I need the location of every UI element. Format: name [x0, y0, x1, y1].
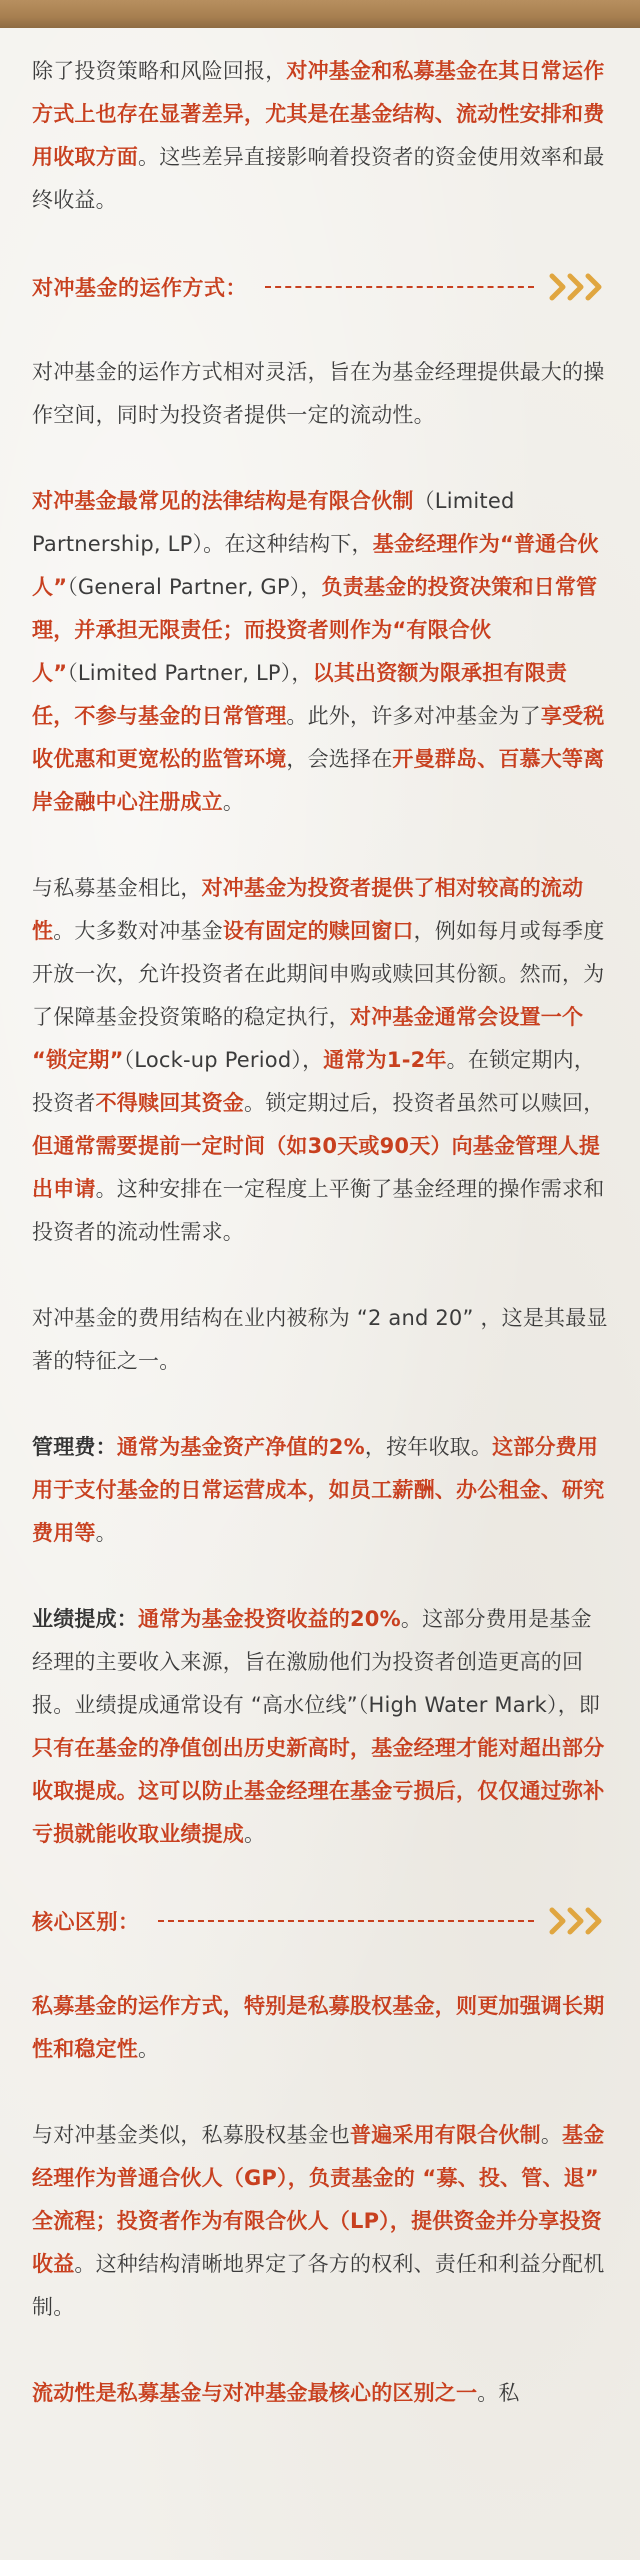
paragraph-pe-overview	[32, 1985, 608, 2071]
body-text: 。这种结构清晰地界定了各方的权利、责任和利益分配机制。	[32, 2252, 605, 2319]
highlight-text: 但通常需要提前一定时间（如30天或90天）向基金管理人提出申请	[32, 1134, 601, 1201]
dashed-divider	[265, 286, 534, 288]
highlight-text: 对冲基金最常见的法律结构是有限合伙制	[32, 489, 414, 513]
triple-chevron-right-icon	[548, 1906, 608, 1936]
highlight-text: 不得赎回其资金	[95, 1091, 245, 1115]
highlight-text: 以其出资额为限承担有限责任，不参与基金的日常管理	[32, 661, 568, 728]
highlight-text: 普遍采用有限合伙制	[350, 2123, 541, 2147]
body-text: 与对冲基金类似，私募股权基金也	[32, 2123, 350, 2147]
body-text: 对冲基金的运作方式相对灵活，旨在为基金经理提供最大的操作空间，同时为投资者提供一定的流动性。	[32, 360, 605, 427]
paragraph-liquidity-difference	[32, 2372, 608, 2415]
body-text: 与私募基金相比，	[32, 876, 202, 900]
section-title: 核心区别：	[32, 1909, 140, 1934]
body-text: 。在锁定期内，投资者	[32, 1048, 596, 1115]
body-text: 。	[244, 1822, 266, 1846]
bold-label: 业绩提成：	[32, 1607, 138, 1631]
body-text: （Lock-up Period），	[123, 1048, 324, 1072]
body-text: ，例如每月或每季度开放一次，允许投资者在此期间申购或赎回其份额。然而，为了保障基金投资策略的稳定执行，	[32, 919, 605, 1029]
header-band	[0, 0, 640, 28]
highlight-text: 基金经理作为“普通合伙人”	[32, 532, 599, 599]
highlight-text: 享受税收优惠和更宽松的监管环境	[32, 704, 605, 771]
body-text: （Limited Partnership, LP）。在这种结构下，	[32, 489, 515, 556]
highlight-text: 通常为基金资产净值的2%	[116, 1435, 365, 1459]
highlight-text: 对冲基金和私募基金在其日常运作方式上也存在显著差异，尤其是在基金结构、流动性安排和费用收取方面	[32, 59, 605, 169]
paragraph-fee-structure	[32, 1297, 608, 1383]
body-text: 。这些差异直接影响着投资者的资金使用效率和最终收益。	[32, 145, 605, 212]
highlight-text: 只有在基金的净值创出历史新高时，基金经理才能对超出部分收取提成。这可以防止基金经理在基金亏损后，仅仅通过弥补亏损就能收取业绩提成	[32, 1736, 605, 1846]
highlight-text: 对冲基金通常会设置一个 “锁定期”	[32, 1005, 584, 1072]
highlight-text: 私募基金的运作方式，特别是私募股权基金，则更加强调长期性和稳定性	[32, 1994, 605, 2061]
body-text: （General Partner, GP），	[67, 575, 322, 599]
bold-label: 管理费：	[32, 1435, 117, 1459]
highlight-text: 对冲基金为投资者提供了相对较高的流动性	[32, 876, 584, 943]
paragraph-hedge-liquidity	[32, 867, 608, 1254]
body-text: 。	[138, 2037, 160, 2061]
body-text: （Limited Partner, LP），	[67, 661, 313, 685]
body-text: 。	[222, 790, 245, 814]
highlight-text: 流动性是私募基金与对冲基金最核心的区别之一	[32, 2381, 478, 2405]
highlight-text: 这部分费用用于支付基金的日常运营成本，如员工薪酬、办公租金、研究费用等	[32, 1435, 605, 1545]
body-text: 对冲基金的费用结构在业内被称为 “2 and 20” ，这是其最显著的特征之一。	[32, 1306, 608, 1373]
body-text: 。锁定期过后，投资者虽然可以赎回，	[244, 1091, 605, 1115]
body-text: ，会选择在	[286, 747, 393, 771]
paragraph-hedge-structure	[32, 480, 608, 824]
body-text: 。这部分费用是基金经理的主要收入来源，旨在激励他们为投资者创造更高的回报。业绩提成通常设有 “高水位线”（High Water Mark），即	[32, 1607, 601, 1717]
body-text: ，按年收取。	[364, 1435, 493, 1459]
highlight-text: 通常为1-2年	[323, 1048, 447, 1072]
body-text: 。这种安排在一定程度上平衡了基金经理的操作需求和投资者的流动性需求。	[32, 1177, 605, 1244]
section-title: 对冲基金的运作方式：	[32, 275, 247, 300]
paragraph-hedge-overview	[32, 351, 608, 437]
body-text: 。大多数对冲基金	[53, 919, 223, 943]
paragraph-pe-structure	[32, 2114, 608, 2329]
section-heading-core-difference	[32, 1899, 608, 1942]
body-text: 除了投资策略和风险回报，	[32, 59, 287, 83]
body-text: 。	[95, 1521, 117, 1545]
paragraph-performance-fee	[32, 1598, 608, 1856]
highlight-text: 开曼群岛、百慕大等离岸金融中心注册成立	[32, 747, 605, 814]
dashed-divider	[158, 1920, 535, 1922]
body-text: 。私	[477, 2381, 520, 2405]
paragraph-management-fee	[32, 1426, 608, 1555]
section-heading-hedge-fund	[32, 265, 608, 308]
highlight-text: 基金经理作为普通合伙人（GP），负责基金的 “募、投、管、退” 全流程；投资者作为有限合伙人（LP），提供资金并分享投资收益	[32, 2123, 605, 2276]
paragraph-intro	[32, 50, 608, 222]
body-text: 。	[540, 2123, 563, 2147]
highlight-text: 设有固定的赎回窗口	[222, 919, 414, 943]
highlight-text: 通常为基金投资收益的20%	[138, 1607, 401, 1631]
triple-chevron-right-icon	[548, 272, 608, 302]
highlight-text: 负责基金的投资决策和日常管理，并承担无限责任；而投资者则作为“有限合伙人”	[32, 575, 598, 685]
body-text: 。此外，许多对冲基金为了	[286, 704, 541, 728]
article-content	[32, 50, 608, 2415]
